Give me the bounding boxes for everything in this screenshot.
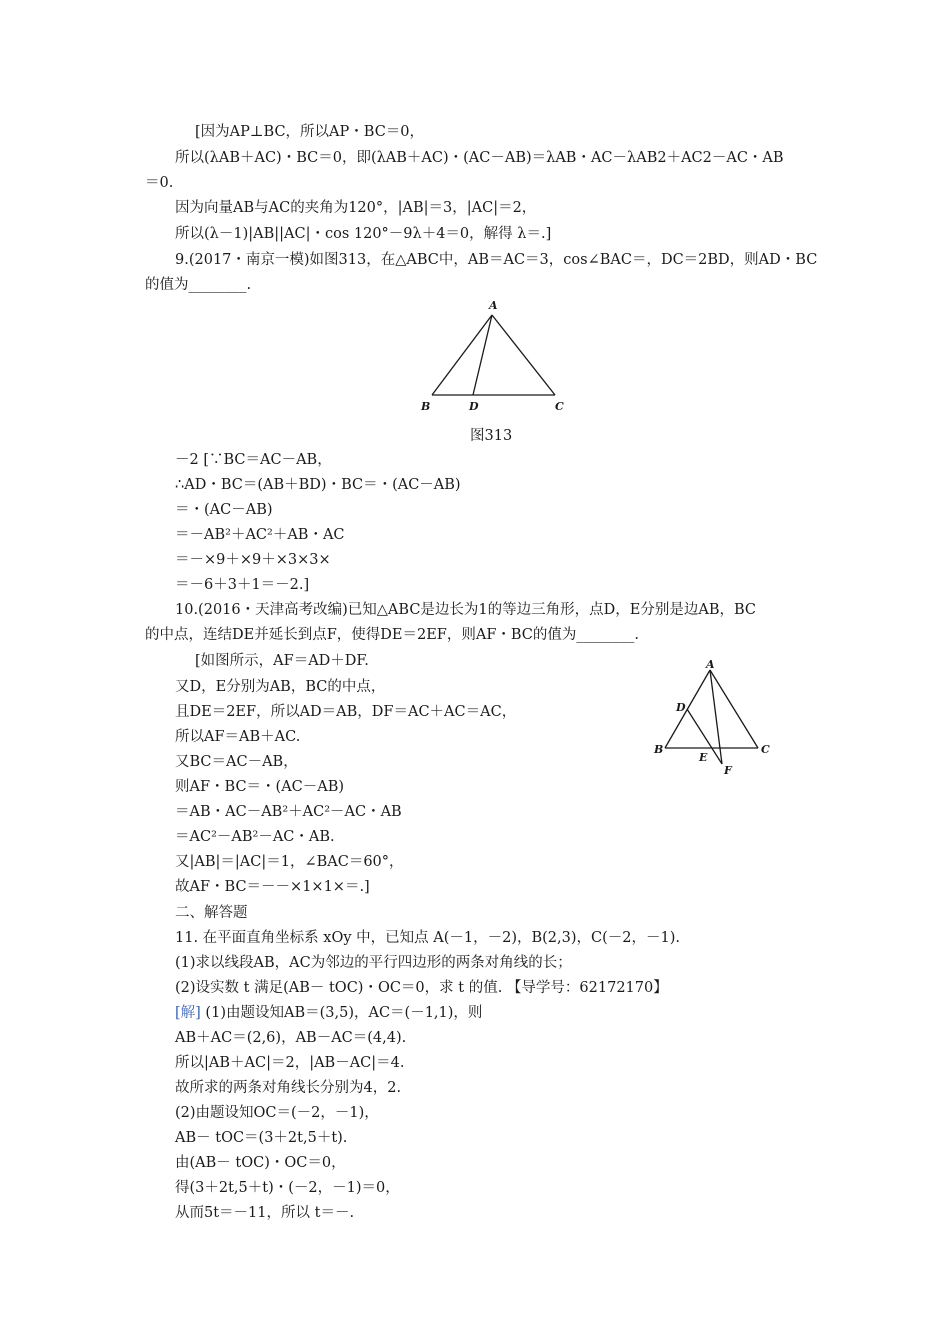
text-line: 的值为________. xyxy=(145,277,252,293)
text-line: ＝0. xyxy=(145,175,174,191)
text-line: AB＋AC＝(2,6)，AB－AC＝(4,4). xyxy=(175,1030,407,1046)
label-f: F xyxy=(724,764,732,777)
text-line: 因为向量AB与AC的夹角为120°，|AB|＝3，|AC|＝2， xyxy=(175,200,537,216)
label-b: B xyxy=(654,743,664,756)
solution-tag: [解] xyxy=(175,1005,201,1021)
text-line: 又BC＝AC－AB， xyxy=(175,754,298,770)
text-line: ＝AB・AC－AB²＋AC²－AC・AB xyxy=(175,804,402,820)
text-line: AB－ tOC＝(3＋2t,5＋t). xyxy=(175,1130,348,1146)
label-d: D xyxy=(676,701,686,714)
text-line: 所以(λ－1)|AB||AC|・cos 120°－9λ＋4＝0，解得 λ＝.] xyxy=(175,226,552,242)
text-line: 由(AB－ tOC)・OC＝0， xyxy=(175,1155,346,1171)
text-line: 且DE＝2EF，所以AD＝AB，DF＝AC＋AC＝AC， xyxy=(175,704,517,720)
label-e: E xyxy=(699,751,708,764)
triangle-figure-313 xyxy=(410,292,580,417)
label-c: C xyxy=(555,400,564,413)
text-line: (1)求以线段AB，AC为邻边的平行四边形的两条对角线的长； xyxy=(175,955,572,971)
label-c: C xyxy=(761,743,770,756)
text-line: 得(3＋2t,5＋t)・(－2，－1)＝0， xyxy=(175,1180,400,1196)
text-line: ＝－6＋3＋1＝－2.] xyxy=(175,577,310,593)
text-line: 又D，E分别为AB，BC的中点， xyxy=(175,679,386,695)
text-line: 所以(λAB＋AC)・BC＝0，即(λAB＋AC)・(AC－AB)＝λAB・AC－λAB2＋AC2－AC・AB xyxy=(175,150,784,166)
text-line: [因为AP⊥BC，所以AP・BC＝0， xyxy=(195,124,425,140)
text-line: ∴AD・BC＝(AB＋BD)・BC＝・(AC－AB) xyxy=(175,477,461,493)
section-heading: 二、解答题 xyxy=(175,905,248,921)
solution-line xyxy=(175,1003,482,1023)
text-line: －2 [∵BC＝AC－AB， xyxy=(175,452,332,468)
label-b: B xyxy=(421,400,431,413)
text-line: 则AF・BC＝・(AC－AB) xyxy=(175,779,345,795)
text-line: 又|AB|＝|AC|＝1，∠BAC＝60°， xyxy=(175,854,404,870)
text-line: ＝－AB²＋AC²＋AB・AC xyxy=(175,527,345,543)
text-line: 故AF・BC＝－－×1×1×＝.] xyxy=(175,879,370,895)
text-line: ＝・(AC－AB) xyxy=(175,502,273,518)
label-a: A xyxy=(706,660,715,671)
text-line: 所以|AB＋AC|＝2，|AB－AC|＝4. xyxy=(175,1055,405,1071)
text-line: 从而5t＝－11，所以 t＝－. xyxy=(175,1205,355,1221)
text-line: 的中点，连结DE并延长到点F，使得DE＝2EF，则AF・BC的值为________. xyxy=(145,627,640,643)
text-line: (2)设实数 t 满足(AB－ tOC)・OC＝0，求 t 的值. 【导学号：62172170】 xyxy=(175,980,668,996)
text-line: 所以AF＝AB＋AC. xyxy=(175,729,301,745)
text-line: ＝AC²－AB²－AC・AB. xyxy=(175,829,335,845)
label-d: D xyxy=(469,400,479,413)
solution-text: (1)由题设知AB＝(3,5)，AC＝(－1,1)，则 xyxy=(200,1005,483,1021)
text-line: (2)由题设知OC＝(－2，－1)， xyxy=(175,1105,379,1121)
triangle-figure-def xyxy=(650,660,780,780)
text-line: ＝－×9＋×9＋×3×3× xyxy=(175,552,331,568)
question-9: 9.(2017・南京一模)如图313，在△ABC中，AB＝AC＝3，cos∠BAC＝，DC＝2BD，则AD・BC xyxy=(175,252,818,268)
text-line: [如图所示，AF＝AD＋DF. xyxy=(195,653,369,669)
question-11: 11. 在平面直角坐标系 xOy 中，已知点 A(－1，－2)，B(2,3)，C(－2，－1). xyxy=(175,930,680,946)
label-a: A xyxy=(489,299,498,312)
figure-caption: 图313 xyxy=(470,428,513,444)
question-10: 10.(2016・天津高考改编)已知△ABC是边长为1的等边三角形，点D，E分别是边AB，BC xyxy=(175,602,756,618)
text-line: 故所求的两条对角线长分别为4，2. xyxy=(175,1080,402,1096)
